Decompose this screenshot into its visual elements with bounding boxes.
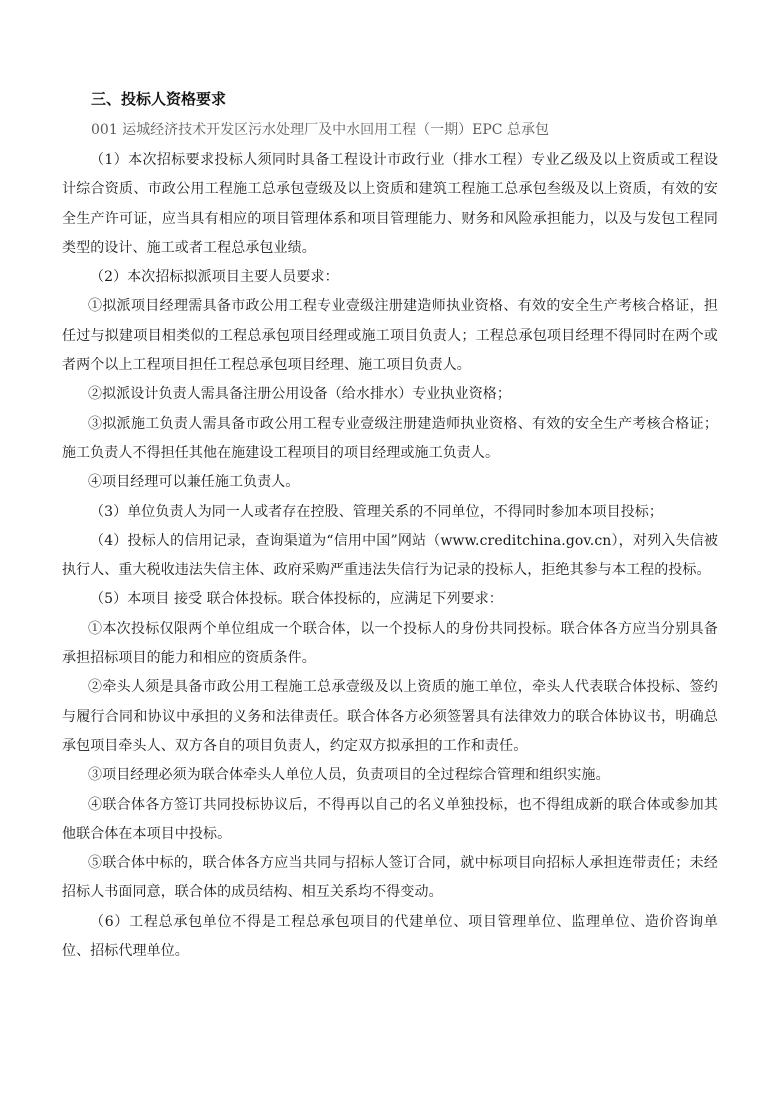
- paragraph-consortium-rule-2: ②牵头人须是具备市政公用工程施工总承壹级及以上资质的施工单位，牵头人代表联合体投标、签约与履行合同和协议中承担的义务和法律责任。联合体各方必须签署具有法律效力的联合体协议书，明确总承包项目牵头人、双方各自的项目负责人，约定双方拟承担的工作和责任。: [62, 679, 718, 754]
- paragraph-consortium-rule-1: ①本次投标仅限两个单位组成一个联合体，以一个投标人的身份共同投标。联合体各方应当分别具备承担招标项目的能力和相应的资质条件。: [62, 620, 718, 667]
- paragraph-concurrent-role: ④项目经理可以兼任施工负责人。: [88, 474, 300, 491]
- section-heading: 三、投标人资格要求: [91, 90, 227, 108]
- paragraph-same-owner: （3）单位负责人为同一人或者存在控股、管理关系的不同单位，不得同时参加本项目投标；: [90, 503, 664, 520]
- paragraph-consortium-heading: （5）本项目 接受 联合体投标。联合体投标的，应满足下列要求：: [90, 591, 503, 608]
- paragraph-qualification: （1）本次招标要求投标人须同时具备工程设计市政行业（排水工程）专业乙级及以上资质或工程设计综合资质、市政公用工程施工总承包壹级及以上资质和建筑工程施工总承包叁级及以上资质，有效的安全生产许可证，应当具有相应的项目管理体系和项目管理能力、财务和风险承担能力，以及与发包工程同类型的设计、施工或者工程总承包业绩。: [62, 152, 718, 256]
- project-subtitle: 001 运城经济技术开发区污水处理厂及中水回用工程（一期）EPC 总承包: [91, 122, 549, 138]
- paragraph-personnel-heading: （2）本次招标拟派项目主要人员要求：: [90, 269, 339, 286]
- paragraph-consortium-rule-4: ④联合体各方签订共同投标协议后，不得再以自己的名义单独投标，也不得组成新的联合体或参加其他联合体在本项目中投标。: [62, 796, 718, 842]
- paragraph-credit-record: （4）投标人的信用记录，查询渠道为“信用中国”网站（www.creditchina.gov.cn），对列入失信被执行人、重大税收违法失信主体、政府采购严重违法失信行为记录的投标人，拒绝其参与本工程的投标。: [62, 532, 718, 579]
- paragraph-project-manager: ①拟派项目经理需具备市政公用工程专业壹级注册建造师执业资格、有效的安全生产考核合格证，担任过与拟建项目相类似的工程总承包项目经理或施工项目负责人；工程总承包项目经理不得同时在两个或者两个以上工程项目担任工程总承包项目经理、施工项目负责人。: [62, 298, 718, 374]
- paragraph-consortium-rule-5: ⑤联合体中标的，联合体各方应当共同与招标人签订合同，就中标项目向招标人承担连带责任；未经招标人书面同意，联合体的成员结构、相互关系均不得变动。: [62, 855, 718, 901]
- requirements-body: [62, 146, 718, 966]
- paragraph-design-lead: ②拟派设计负责人需具备注册公用设备（给水排水）专业执业资格；: [88, 386, 511, 403]
- paragraph-exclusions: （6）工程总承包单位不得是工程总承包项目的代建单位、项目管理单位、监理单位、造价咨询单位、招标代理单位。: [62, 913, 718, 960]
- paragraph-construction-lead: ③拟派施工负责人需具备市政公用工程专业壹级注册建造师执业资格、有效的安全生产考核合格证；施工负责人不得担任其他在施建设工程项目的项目经理或施工负责人。: [62, 415, 718, 461]
- paragraph-consortium-rule-3: ③项目经理必须为联合体牵头人单位人员，负责项目的全过程综合管理和组织实施。: [88, 767, 610, 784]
